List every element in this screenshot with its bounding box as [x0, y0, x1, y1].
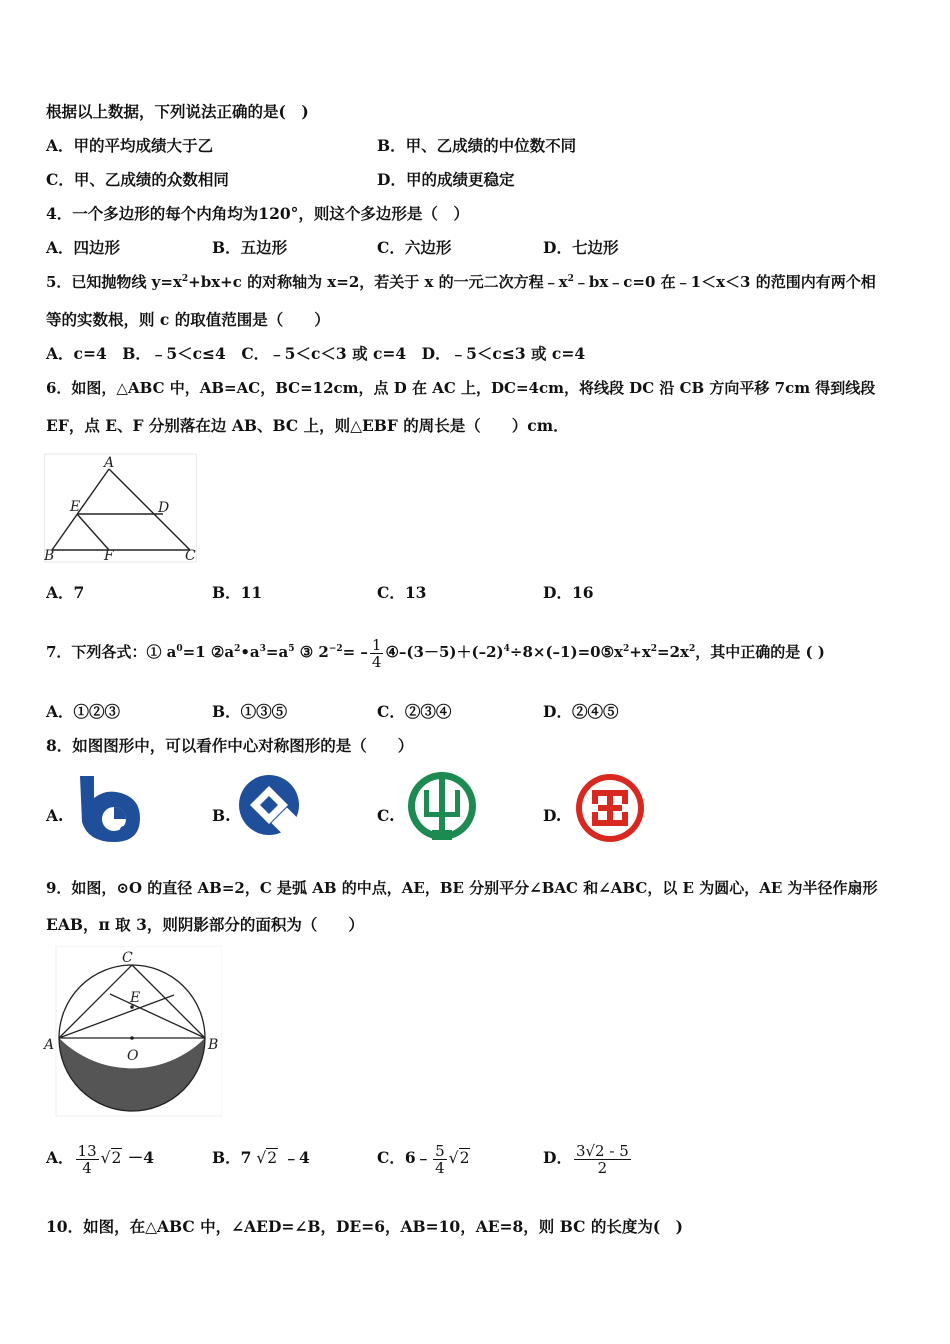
q6-option-c[interactable]: C．13 — [377, 583, 427, 602]
q4-stem: 4．一个多边形的每个内角均为120°，则这个多边形是（ ） — [46, 204, 469, 223]
q5-stem-line2: 等的实数根，则 c 的取值范围是（ ） — [46, 310, 330, 329]
q6-option-a[interactable]: A．7 — [46, 583, 85, 602]
label-O: O — [127, 1048, 139, 1064]
q6-stem-line1: 6．如图，△ABC 中，AB=AC，BC=12cm，点 D 在 AC 上，DC=4cm，将线段 DC 沿 CB 方向平移 7cm 得到线段 — [46, 379, 876, 397]
q9-stem-line2: EAB，π 取 3，则阴影部分的面积为（ ） — [46, 915, 364, 934]
q3-stem: 根据以上数据，下列说法正确的是( ) — [46, 102, 309, 121]
q3-option-d[interactable]: D．甲的成绩更稳定 — [377, 170, 515, 189]
q4-option-a[interactable]: A．四边形 — [46, 238, 121, 257]
label-D: D — [158, 500, 170, 516]
q8-option-d[interactable]: D. — [543, 806, 562, 825]
q9-option-b[interactable]: B．7 √2 ﹣4 — [212, 1148, 310, 1167]
q4-option-c[interactable]: C．六边形 — [377, 238, 452, 257]
q7-option-a[interactable]: A．①②③ — [46, 702, 121, 721]
q9-option-a[interactable]: A． $\frac{13}{4}$ √2 －4 — [46, 1141, 155, 1177]
q9-option-c[interactable]: C．6﹣ $\frac{5}{4}$ √2 — [377, 1141, 470, 1177]
bank-logo-c-icon[interactable] — [404, 768, 480, 844]
label-A: A — [104, 455, 115, 471]
label-B: B — [208, 1037, 219, 1053]
q6-option-d[interactable]: D．16 — [543, 583, 594, 602]
q7-fraction: $\frac{1}{4}$ — [371, 635, 382, 671]
q8-stem: 8．如图图形中，可以看作中心对称图形的是（ ） — [46, 736, 414, 755]
label-C: C — [122, 950, 133, 966]
q7-option-c[interactable]: C．②③④ — [377, 702, 452, 721]
q9-stem-line1: 9．如图，⊙O 的直径 AB=2，C 是弧 AB 的中点，AE，BE 分别平分∠BAC 和∠ABC，以 E 为圆心，AE 为半径作扇形 — [46, 879, 878, 897]
q9-option-d[interactable]: D． $\frac{3√2 - 5}{2}$ — [543, 1141, 629, 1177]
q9-circle-figure — [42, 946, 222, 1118]
label-F: F — [104, 548, 114, 564]
q3-option-c[interactable]: C．甲、乙成绩的众数相同 — [46, 170, 229, 189]
q7-stem: 7．下列各式：① $a^0=1$ $②a^2•a^3=a^5$ ③ $2^{-2}=$ – $\frac{1}{4}$ $④-(3-5)+(-2)^4\div 8\times(-1)=0⑤x^2+x^2=2x^2$，其中正确的是 ( ) — [46, 635, 825, 671]
q7-option-d[interactable]: D．②④⑤ — [543, 702, 619, 721]
q6-triangle-figure — [44, 452, 204, 566]
q3-option-b[interactable]: B．甲、乙成绩的中位数不同 — [377, 136, 577, 155]
q5-options[interactable]: A．c=4 B．﹣5＜c≤4 C．﹣5＜c＜3 或 c=4 D．﹣5＜c≤3 或 c=4 — [46, 344, 586, 363]
q4-option-b[interactable]: B．五边形 — [212, 238, 288, 257]
bank-logo-b-icon[interactable] — [236, 772, 302, 838]
q6-stem-line2: EF，点 E、F 分别落在边 AB、BC 上，则△EBF 的周长是（ ）cm． — [46, 416, 569, 435]
label-E: E — [70, 499, 81, 515]
q10-stem: 10．如图，在△ABC 中，∠AED=∠B，DE=6，AB=10，AE=8，则 BC 的长度为( ) — [46, 1217, 683, 1236]
q5-stem-line1: 5．已知抛物线 $y=x^2+bx+c$ 的对称轴为 x=2，若关于 x 的一元二次方程$﹣x^2﹣bx﹣c=0$ 在﹣1＜x＜3 的范围内有两个相 — [46, 273, 876, 291]
q6-option-b[interactable]: B．11 — [212, 583, 263, 602]
bank-logo-d-icon[interactable] — [572, 770, 648, 846]
label-E: E — [130, 990, 141, 1006]
q8-option-b[interactable]: B. — [212, 806, 231, 825]
q7-option-b[interactable]: B．①③⑤ — [212, 702, 288, 721]
q8-option-a[interactable]: A. — [46, 806, 64, 825]
q3-option-a[interactable]: A．甲的平均成绩大于乙 — [46, 136, 214, 155]
q4-option-d[interactable]: D．七边形 — [543, 238, 619, 257]
label-B: B — [44, 548, 55, 564]
label-C: C — [185, 548, 196, 564]
bank-logo-a-icon[interactable] — [74, 772, 146, 844]
q8-option-c[interactable]: C. — [377, 806, 395, 825]
label-A: A — [44, 1037, 55, 1053]
